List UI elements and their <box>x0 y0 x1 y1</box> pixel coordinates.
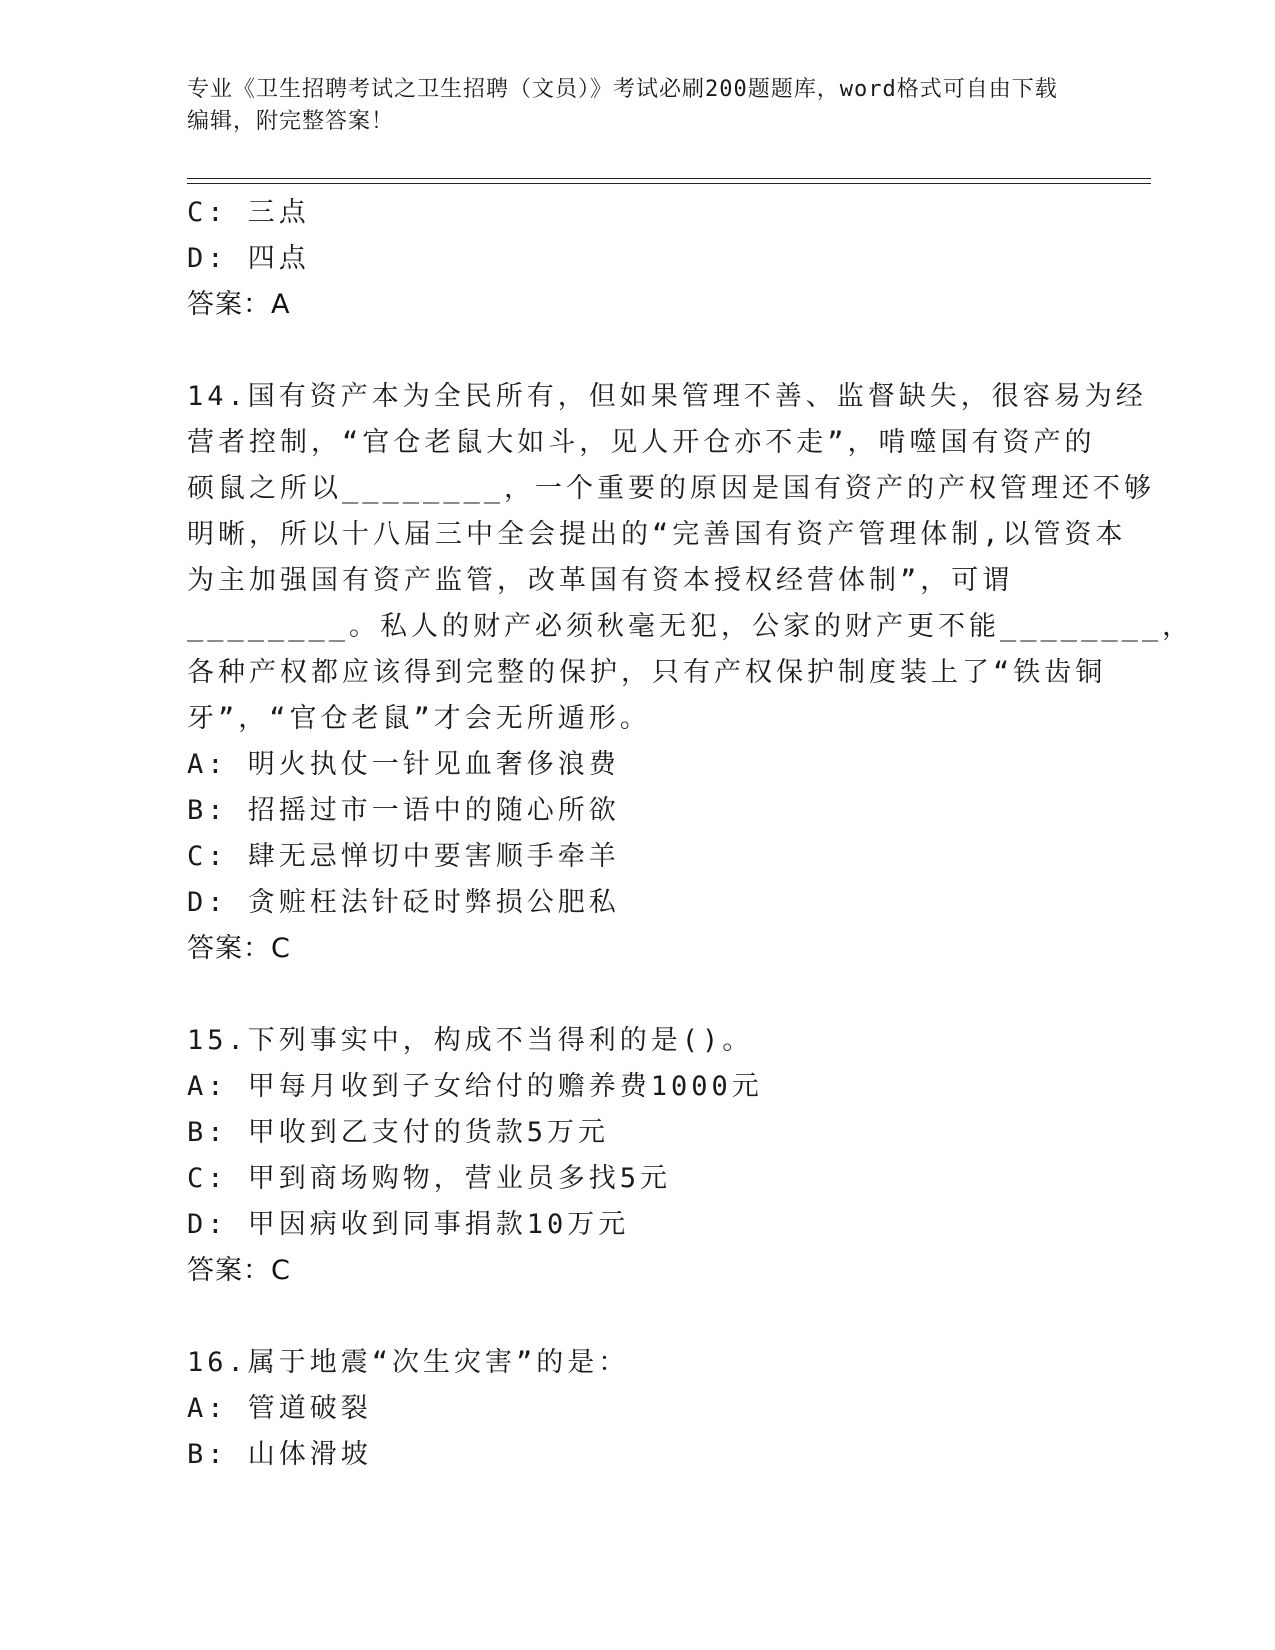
option-b: B: 甲收到乙支付的货款5万元 <box>187 1117 610 1148</box>
question-16 <box>187 1340 1087 1478</box>
option-a: A: 明火执仗一针见血奢侈浪费 <box>187 749 620 780</box>
option-b: B: 山体滑坡 <box>187 1439 372 1470</box>
prev-question-block <box>187 190 1087 328</box>
answer-line: 答案：A <box>187 289 291 320</box>
option-c: C: 甲到商场购物，营业员多找5元 <box>187 1163 672 1194</box>
option-a: A: 甲每月收到子女给付的赡养费1000元 <box>187 1071 763 1102</box>
question-text-line: 硕鼠之所以________，一个重要的原因是国有资产的产权管理还不够 <box>187 473 1156 504</box>
question-text-line: ________。私人的财产必须秋毫无犯，公家的财产更不能________， <box>187 611 1194 642</box>
option-d: D: 甲因病收到同事捐款10万元 <box>187 1209 630 1240</box>
question-text-line: 明晰，所以十八届三中全会提出的“完善国有资产管理体制,以管资本 <box>187 519 1127 550</box>
question-text-line: 15.下列事实中，构成不当得利的是()。 <box>187 1025 754 1056</box>
question-text-line: 16.属于地震“次生灾害”的是： <box>187 1347 630 1378</box>
question-text-line: 14.国有资产本为全民所有，但如果管理不善、监督缺失，很容易为经 <box>187 381 1147 412</box>
question-text-line: 各种产权都应该得到完整的保护，只有产权保护制度装上了“铁齿铜 <box>187 657 1107 688</box>
answer-line: 答案：C <box>187 1255 291 1286</box>
document-body <box>187 190 1194 1478</box>
spacer <box>187 972 1087 1018</box>
question-text-line: 营者控制，“官仓老鼠大如斗，见人开仓亦不走”，啃噬国有资产的 <box>187 427 1096 458</box>
question-15 <box>187 1018 1087 1294</box>
header-divider-top <box>187 178 1151 179</box>
option-c: C: 三点 <box>187 197 310 228</box>
question-14 <box>187 374 1194 972</box>
spacer <box>187 1294 1087 1340</box>
option-a: A: 管道破裂 <box>187 1393 372 1424</box>
option-d: D: 贪赃枉法针砭时弊损公肥私 <box>187 887 620 918</box>
document-header-title: 专业《卫生招聘考试之卫生招聘（文员）》考试必刷200题题库，word格式可自由下载编辑，附完整答案！ <box>187 77 1058 134</box>
question-text-line: 为主加强国有资产监管，改革国有资本授权经营体制”，可谓 <box>187 565 1014 596</box>
question-text-line: 牙”，“官仓老鼠”才会无所遁形。 <box>187 703 651 734</box>
option-b: B: 招摇过市一语中的随心所欲 <box>187 795 620 826</box>
spacer <box>187 328 1087 374</box>
answer-line: 答案：C <box>187 933 291 964</box>
header-divider-bottom <box>187 183 1151 184</box>
option-d: D: 四点 <box>187 243 310 274</box>
option-c: C: 肆无忌惮切中要害顺手牵羊 <box>187 841 620 872</box>
